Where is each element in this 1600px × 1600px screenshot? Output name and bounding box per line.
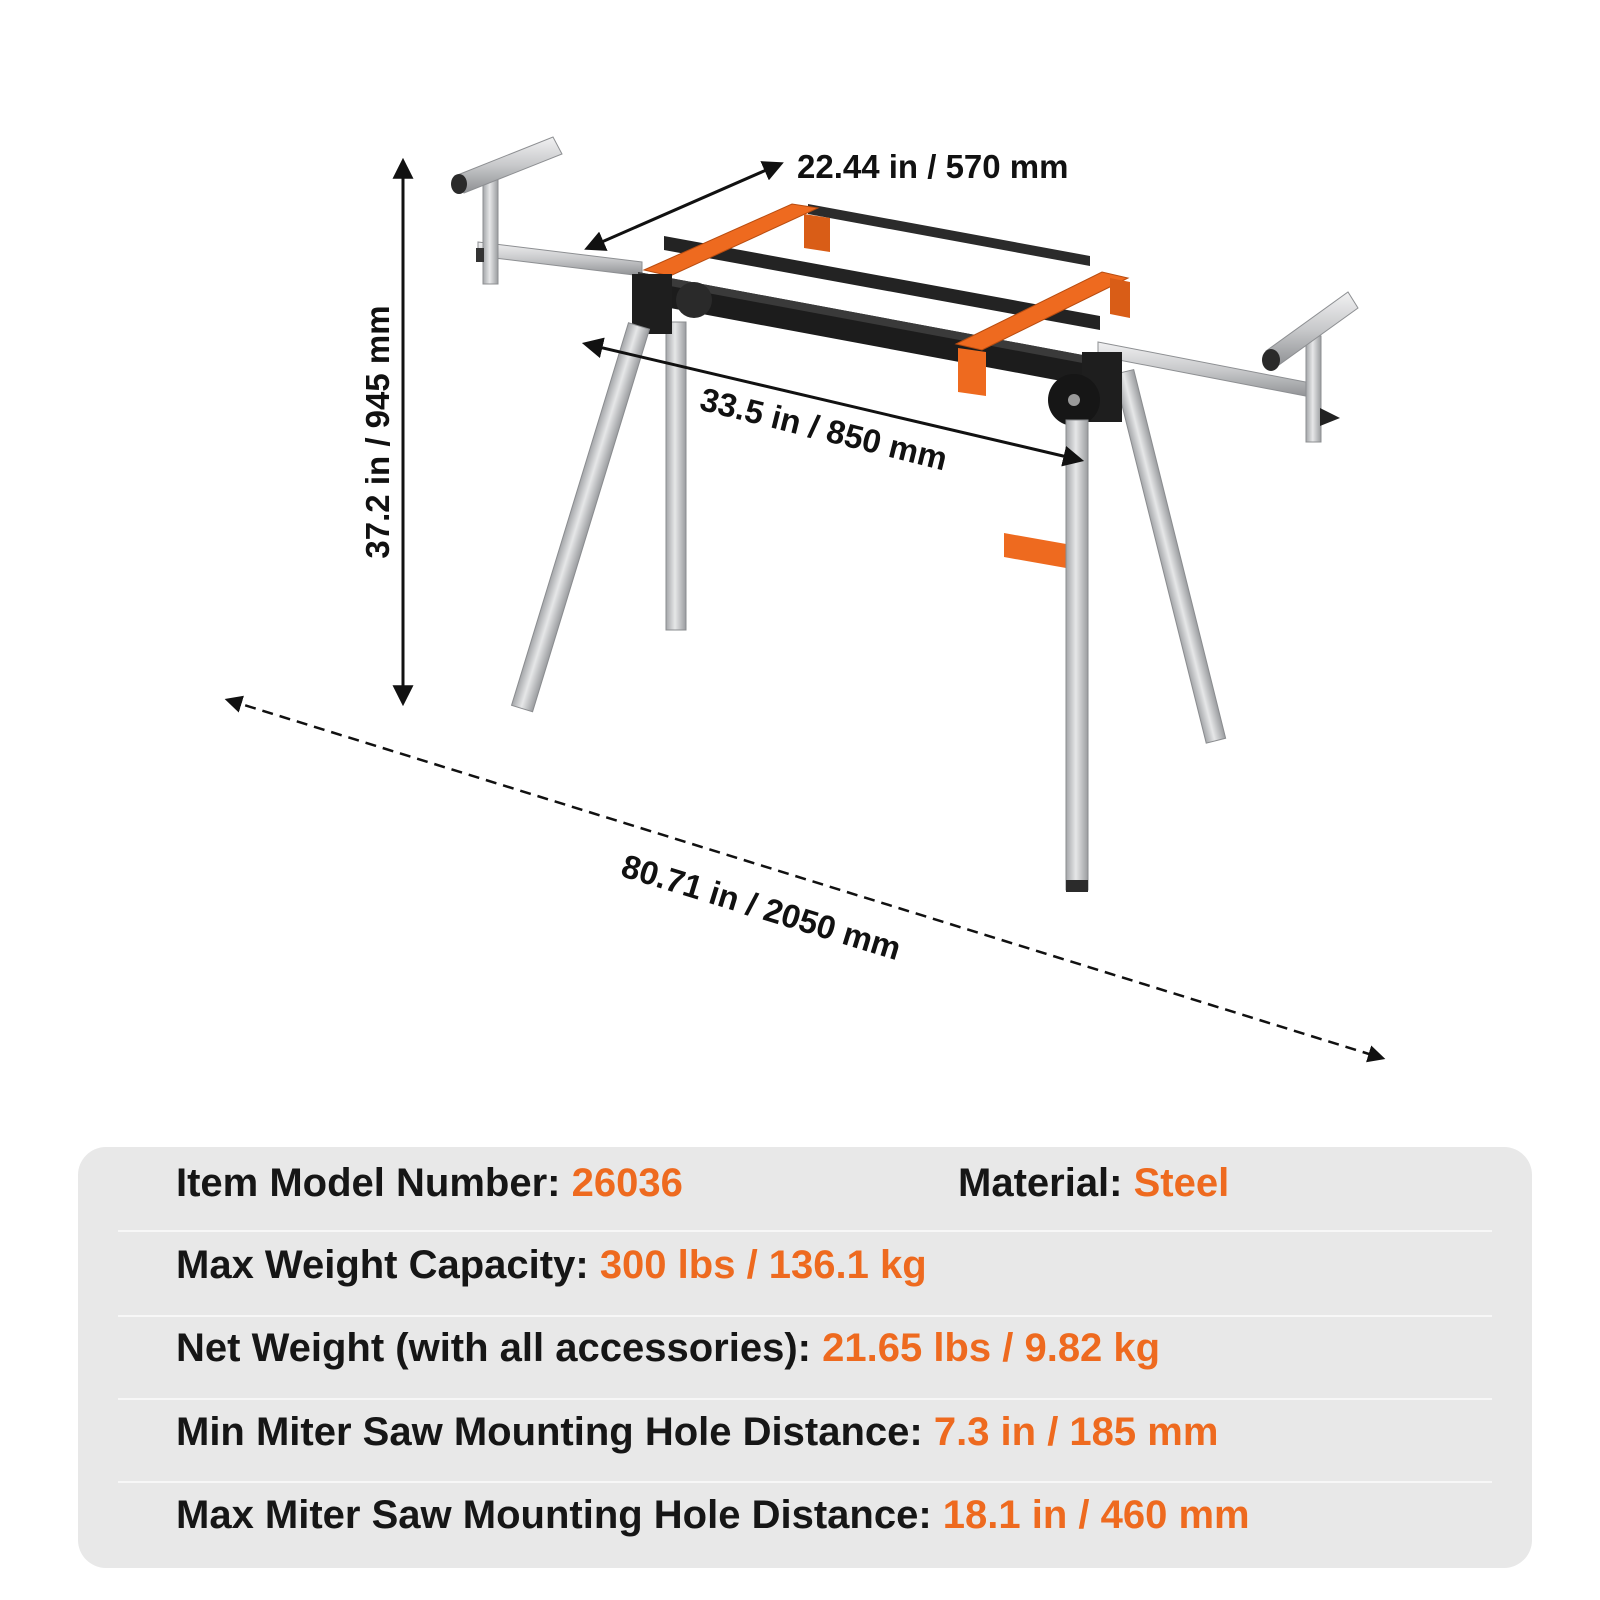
total-length-dimension-arrow (228, 700, 1382, 1058)
top-length-dimension-label: 33.5 in / 850 mm (696, 380, 952, 478)
height-dimension-label: 37.2 in / 945 mm (359, 305, 396, 559)
max-hole-distance-row (176, 1483, 1250, 1547)
material-value: Steel (1133, 1161, 1230, 1205)
net-weight-label: Net Weight (with all accessories): (176, 1326, 811, 1370)
model-number-label: Item Model Number: (176, 1161, 561, 1205)
net-weight-row (176, 1316, 1160, 1380)
weight-capacity-label: Max Weight Capacity: (176, 1243, 589, 1287)
net-weight-value: 21.65 lbs / 9.82 kg (822, 1326, 1161, 1370)
weight-capacity-value: 300 lbs / 136.1 kg (599, 1243, 927, 1287)
min-hole-distance-label: Min Miter Saw Mounting Hole Distance: (176, 1410, 923, 1454)
material-row (958, 1151, 1229, 1215)
model-number-value: 26036 (571, 1161, 683, 1205)
max-hole-distance-value: 18.1 in / 460 mm (942, 1493, 1250, 1537)
specification-panel (78, 1147, 1532, 1568)
weight-capacity-row (176, 1233, 927, 1297)
width-dimension-label: 22.44 in / 570 mm (797, 148, 1069, 185)
left-roller (451, 137, 562, 194)
left-extension-arm (476, 180, 642, 284)
material-label: Material: (958, 1161, 1123, 1205)
back-legs (666, 322, 1226, 743)
total-length-dimension-label: 80.71 in / 2050 mm (617, 846, 906, 968)
max-hole-distance-label: Max Miter Saw Mounting Hole Distance: (176, 1493, 932, 1537)
model-number-row (176, 1151, 683, 1215)
min-hole-distance-row (176, 1400, 1218, 1464)
spec-divider (118, 1230, 1492, 1232)
min-hole-distance-value: 7.3 in / 185 mm (933, 1410, 1219, 1454)
